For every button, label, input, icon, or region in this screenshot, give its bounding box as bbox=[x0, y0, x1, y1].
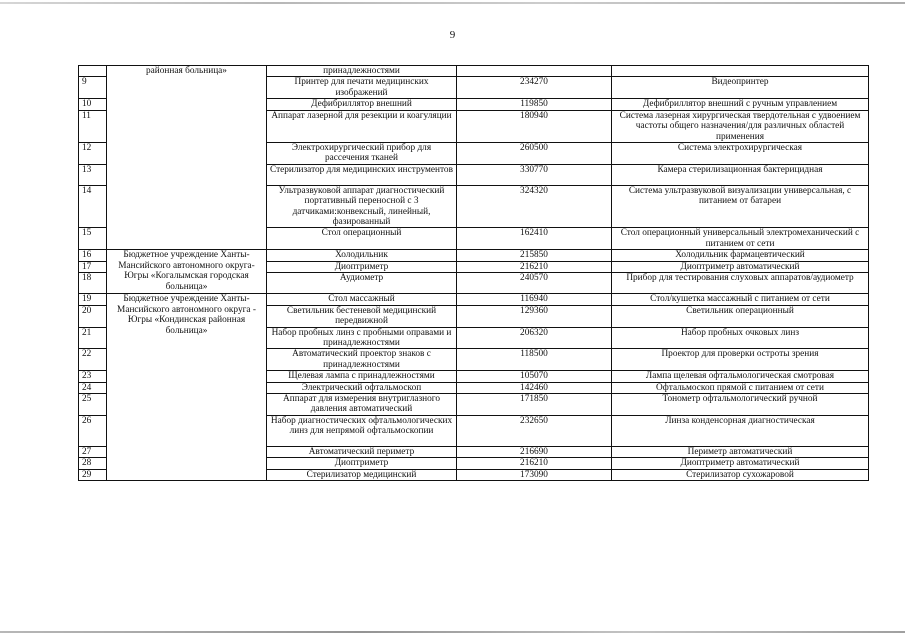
equipment-type: Лампа щелевая офтальмологическая смотровая bbox=[612, 371, 869, 382]
scan-edge-bottom bbox=[0, 631, 905, 633]
equipment-name: Электрический офтальмоскоп bbox=[267, 382, 457, 393]
equipment-name: Автоматический периметр bbox=[267, 446, 457, 457]
equipment-code: 162410 bbox=[457, 228, 612, 250]
equipment-name: Диоптриметр bbox=[267, 261, 457, 272]
organization-cell: районная больница» bbox=[107, 66, 267, 250]
equipment-name: Аудиометр bbox=[267, 273, 457, 294]
equipment-name: Ультразвуковой аппарат диагностический портативный переносной с 3 датчиками:конвексный, линейный, фазированный bbox=[267, 185, 457, 228]
equipment-type: Набор пробных очковых линз bbox=[612, 327, 869, 349]
equipment-code: 142460 bbox=[457, 382, 612, 393]
row-number: 22 bbox=[79, 349, 107, 371]
equipment-code: 119850 bbox=[457, 99, 612, 110]
equipment-name: Аппарат лазерной для резекции и коагуляции bbox=[267, 110, 457, 142]
equipment-code: 260500 bbox=[457, 143, 612, 165]
equipment-name: Холодильник bbox=[267, 250, 457, 261]
equipment-code: 171850 bbox=[457, 393, 612, 415]
row-number: 9 bbox=[79, 77, 107, 99]
equipment-code: 216210 bbox=[457, 261, 612, 272]
row-number: 28 bbox=[79, 458, 107, 469]
equipment-name: Стерилизатор медицинский bbox=[267, 469, 457, 480]
equipment-type: Система лазерная хирургическая твердотельная с удвоением частоты общего назначения/для различных областей применения bbox=[612, 110, 869, 142]
scan-edge-top bbox=[0, 2, 905, 4]
equipment-type: Холодильник фармацевтический bbox=[612, 250, 869, 261]
equipment-type: Линза конденсорная диагностическая bbox=[612, 415, 869, 446]
row-number: 26 bbox=[79, 415, 107, 446]
equipment-name: Стол массажный bbox=[267, 294, 457, 305]
row-number: 20 bbox=[79, 305, 107, 327]
row-number bbox=[79, 66, 107, 77]
equipment-name: Стерилизатор для медицинских инструментов bbox=[267, 164, 457, 185]
equipment-name: Набор диагностических офтальмологических линз для непрямой офтальмоскопии bbox=[267, 415, 457, 446]
equipment-code: 118500 bbox=[457, 349, 612, 371]
equipment-type: Стерилизатор сухожаровой bbox=[612, 469, 869, 480]
equipment-code: 240570 bbox=[457, 273, 612, 294]
row-number: 11 bbox=[79, 110, 107, 142]
row-number: 13 bbox=[79, 164, 107, 185]
row-number: 21 bbox=[79, 327, 107, 349]
equipment-code: 324320 bbox=[457, 185, 612, 228]
equipment-code: 216210 bbox=[457, 458, 612, 469]
equipment-name: Аппарат для измерения внутриглазного давления автоматический bbox=[267, 393, 457, 415]
equipment-type: Видеопринтер bbox=[612, 77, 869, 99]
equipment-name: Набор пробных линз с пробными оправами и принадлежностями bbox=[267, 327, 457, 349]
equipment-type: Система электрохирургическая bbox=[612, 143, 869, 165]
equipment-type: Стол/кушетка массажный с питанием от сети bbox=[612, 294, 869, 305]
row-number: 17 bbox=[79, 261, 107, 272]
equipment-type: Диоптриметр автоматический bbox=[612, 458, 869, 469]
row-number: 23 bbox=[79, 371, 107, 382]
organization-cell: Бюджетное учреждение Ханты-Мансийского автономного округа-Югры «Когалымская городская больница» bbox=[107, 250, 267, 294]
equipment-name: Диоптриметр bbox=[267, 458, 457, 469]
table-row bbox=[79, 66, 869, 77]
table-row bbox=[79, 250, 869, 261]
page-number: 9 bbox=[449, 29, 456, 41]
equipment-type: Стол операционный универсальный электромеханический с питанием от сети bbox=[612, 228, 869, 250]
row-number: 24 bbox=[79, 382, 107, 393]
equipment-type: Камера стерилизационная бактерицидная bbox=[612, 164, 869, 185]
row-number: 12 bbox=[79, 143, 107, 165]
equipment-table-body bbox=[79, 66, 869, 481]
equipment-name: Щелевая лампа с принадлежностями bbox=[267, 371, 457, 382]
equipment-table bbox=[78, 65, 869, 481]
row-number: 27 bbox=[79, 446, 107, 457]
equipment-code: 330770 bbox=[457, 164, 612, 185]
row-number: 16 bbox=[79, 250, 107, 261]
row-number: 29 bbox=[79, 469, 107, 480]
equipment-code: 129360 bbox=[457, 305, 612, 327]
equipment-name: Дефибриллятор внешний bbox=[267, 99, 457, 110]
equipment-code: 116940 bbox=[457, 294, 612, 305]
equipment-type: Офтальмоскоп прямой с питанием от сети bbox=[612, 382, 869, 393]
equipment-name: Стол операционный bbox=[267, 228, 457, 250]
equipment-type: Светильник операционный bbox=[612, 305, 869, 327]
row-number: 19 bbox=[79, 294, 107, 305]
row-number: 14 bbox=[79, 185, 107, 228]
table-row bbox=[79, 294, 869, 305]
organization-cell: Бюджетное учреждение Ханты-Мансийского автономного округа - Югры «Кондинская районная больница» bbox=[107, 294, 267, 481]
equipment-code: 105070 bbox=[457, 371, 612, 382]
equipment-code: 173090 bbox=[457, 469, 612, 480]
equipment-code: 180940 bbox=[457, 110, 612, 142]
equipment-type bbox=[612, 66, 869, 77]
row-number: 15 bbox=[79, 228, 107, 250]
equipment-name: Автоматический проектор знаков с принадлежностями bbox=[267, 349, 457, 371]
equipment-name: Принтер для печати медицинских изображений bbox=[267, 77, 457, 99]
equipment-type: Тонометр офтальмологический ручной bbox=[612, 393, 869, 415]
equipment-name: принадлежностями bbox=[267, 66, 457, 77]
equipment-name: Электрохирургический прибор для рассечения тканей bbox=[267, 143, 457, 165]
equipment-code: 234270 bbox=[457, 77, 612, 99]
equipment-type: Прибор для тестирования слуховых аппаратов/аудиометр bbox=[612, 273, 869, 294]
row-number: 25 bbox=[79, 393, 107, 415]
equipment-code bbox=[457, 66, 612, 77]
equipment-type: Периметр автоматический bbox=[612, 446, 869, 457]
equipment-type: Диоптриметр автоматический bbox=[612, 261, 869, 272]
equipment-code: 215850 bbox=[457, 250, 612, 261]
equipment-code: 216690 bbox=[457, 446, 612, 457]
row-number: 18 bbox=[79, 273, 107, 294]
row-number: 10 bbox=[79, 99, 107, 110]
equipment-code: 206320 bbox=[457, 327, 612, 349]
equipment-type: Проектор для проверки остроты зрения bbox=[612, 349, 869, 371]
equipment-name: Светильник бестеневой медицинский передвижной bbox=[267, 305, 457, 327]
equipment-type: Система ультразвуковой визуализации универсальная, с питанием от батареи bbox=[612, 185, 869, 228]
equipment-code: 232650 bbox=[457, 415, 612, 446]
equipment-type: Дефибриллятор внешний с ручным управлением bbox=[612, 99, 869, 110]
